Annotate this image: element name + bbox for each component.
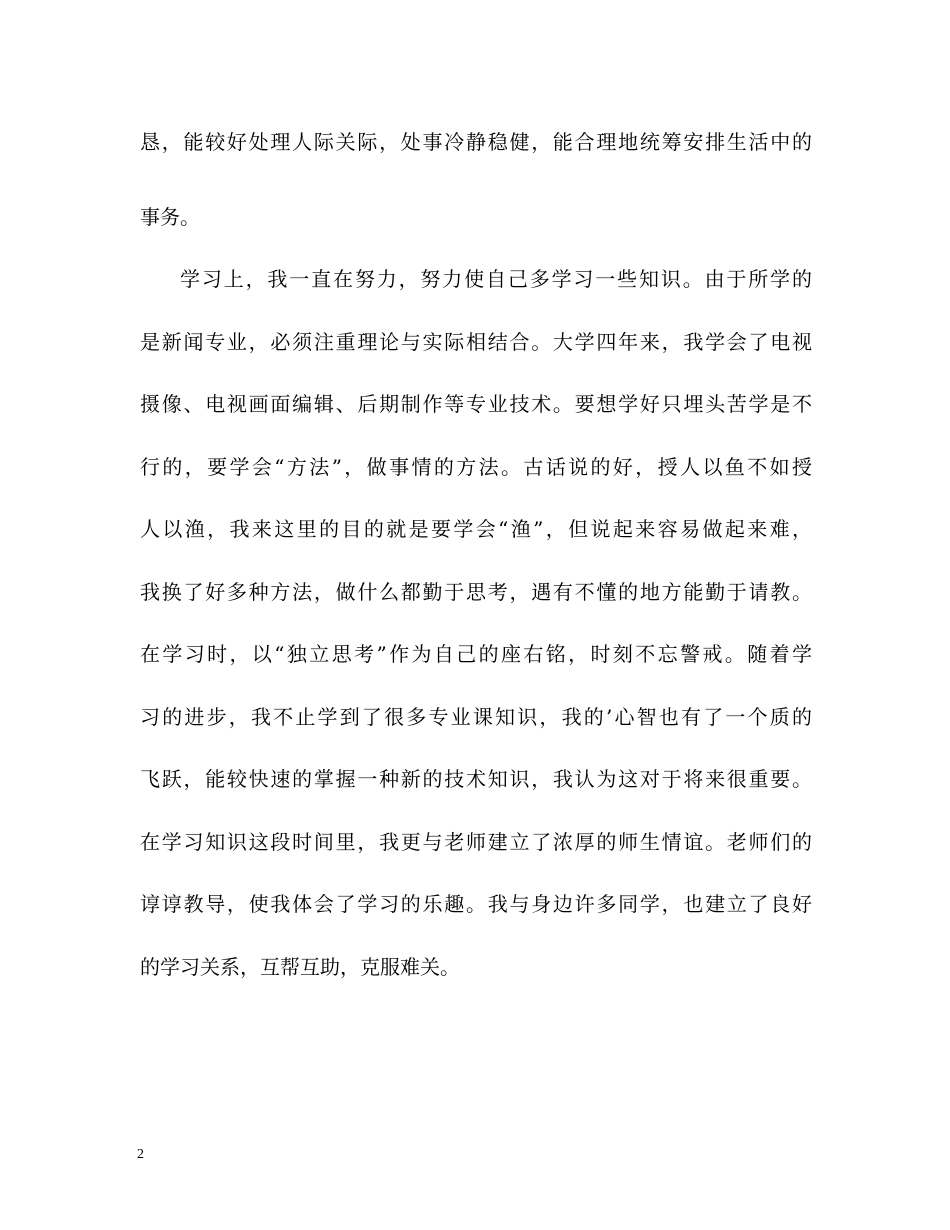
text-line: 人以渔，我来这里的目的就是要学会“渔”，但说起来容易做起来难， [140,517,812,541]
text-line: 我换了好多种方法，做什么都勤于思考，遇有不懂的地方能勤于请教。 [140,580,812,604]
text-line: 摄像、电视画面编辑、后期制作等专业技术。要想学好只埋头苦学是不 [140,392,812,416]
text-line: 行的，要学会“方法”，做事情的方法。古话说的好，授人以鱼不如授 [140,455,812,479]
text-line: 飞跃，能较快速的掌握一种新的技术知识，我认为这对于将来很重要。 [140,767,812,791]
text-line: 是新闻专业，必须注重理论与实际相结合。大学四年来，我学会了电视 [140,330,812,354]
text-line: 事务。 [140,205,200,229]
text-line: 的学习关系，互帮互助，克服难关。 [140,955,460,979]
text-line: 恳，能较好处理人际关际，处事冷静稳健，能合理地统筹安排生活中的 [140,130,812,154]
page-number: 2 [137,1147,144,1162]
text-line: 在学习时，以“独立思考”作为自己的座右铭，时刻不忘警戒。随着学 [140,642,812,666]
text-line: 习的进步，我不止学到了很多专业课知识，我的’心智也有了一个质的 [140,705,812,729]
text-line: 谆谆教导，使我体会了学习的乐趣。我与身边许多同学，也建立了良好 [140,892,812,916]
text-line: 在学习知识这段时间里，我更与老师建立了浓厚的师生情谊。老师们的 [140,830,812,854]
paragraph-start-line: 学习上，我一直在努力，努力使自己多学习一些知识。由于所学的 [180,267,812,291]
